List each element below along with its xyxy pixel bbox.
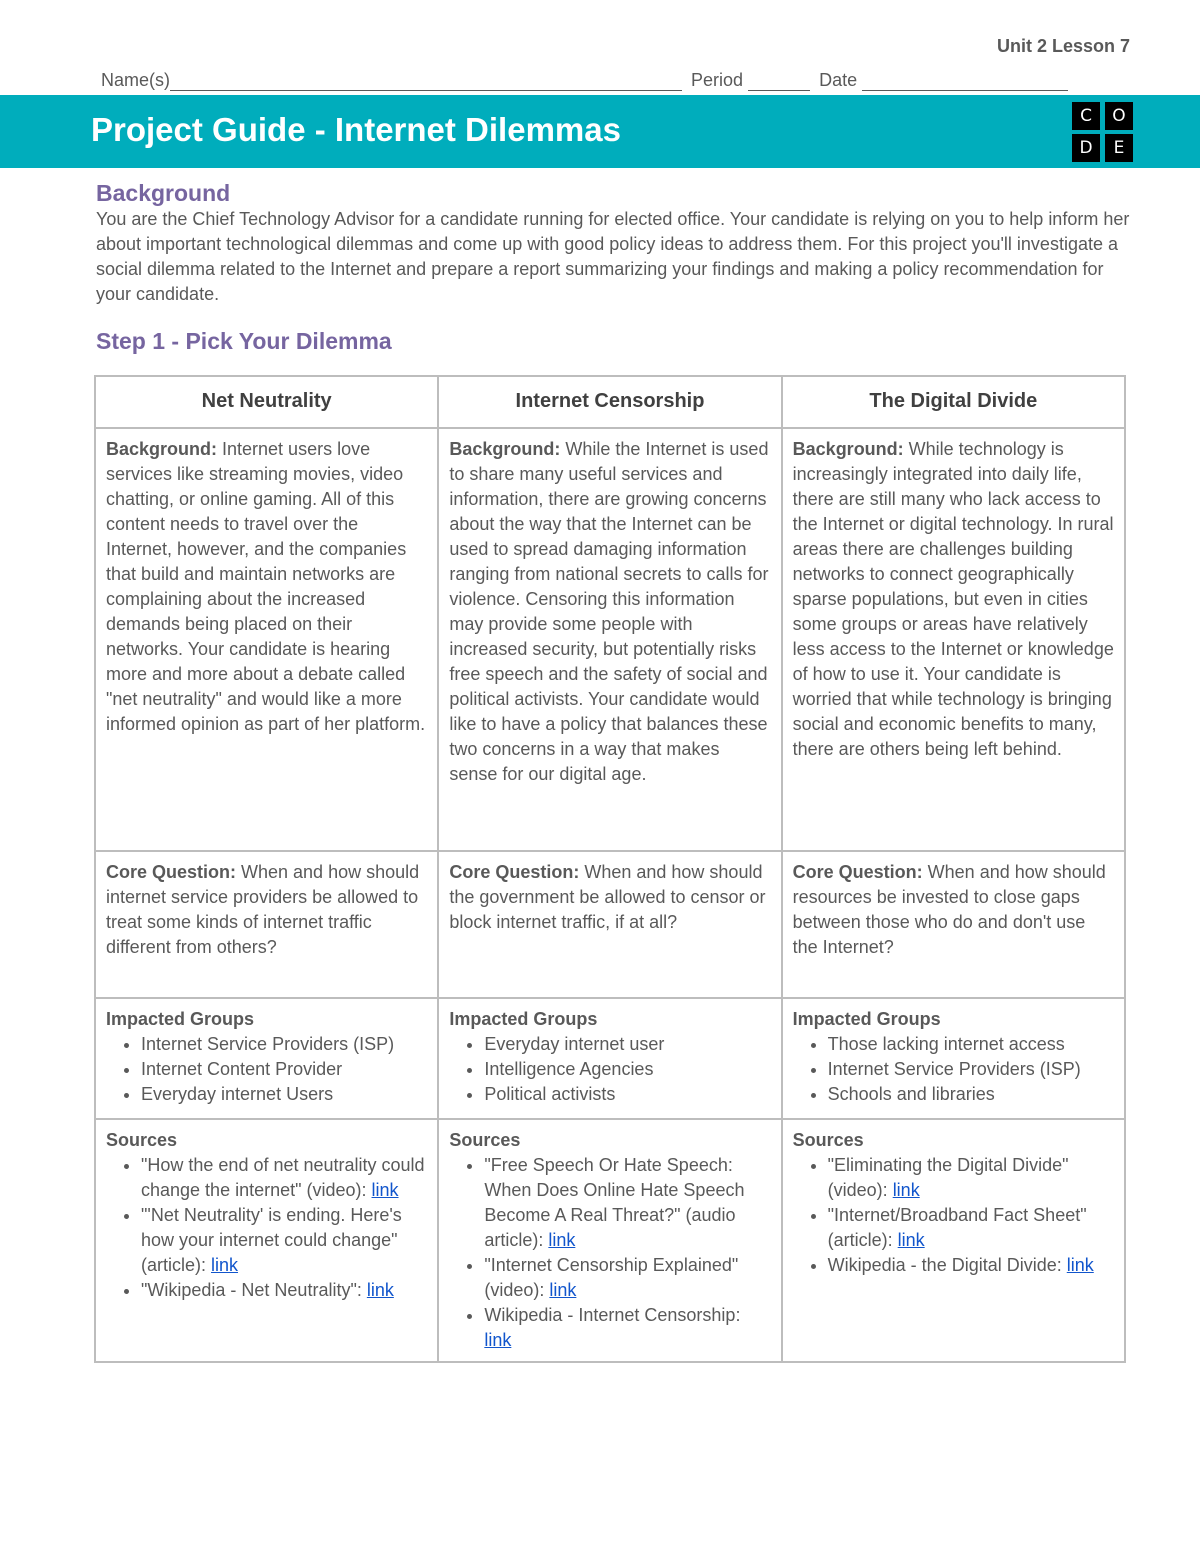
source-text: Wikipedia - the Digital Divide: <box>827 1255 1067 1275</box>
core-question-body: When and how should resources be invested to close gaps between those who do and don't use the Internet? <box>792 862 1106 957</box>
impacted-groups-cell <box>438 998 781 1119</box>
column-header: Internet Censorship <box>438 376 781 428</box>
logo-letter-e: E <box>1105 134 1133 162</box>
background-cell <box>438 428 781 851</box>
date-label: Date <box>819 70 858 90</box>
name-period-date-line <box>101 70 1068 91</box>
impacted-groups-cell <box>95 998 438 1119</box>
source-text: "Internet Censorship Explained" (video): <box>484 1255 739 1300</box>
sources-cell <box>782 1119 1125 1362</box>
impacted-groups-cell <box>782 998 1125 1119</box>
sources-list <box>793 1153 1114 1278</box>
impacted-groups-label: Impacted Groups <box>106 1009 255 1029</box>
list-item: • Schools and libraries <box>828 1082 1114 1107</box>
source-link[interactable]: link <box>366 1280 394 1300</box>
source-link[interactable]: link <box>549 1280 577 1300</box>
impacted-groups-list <box>106 1032 427 1107</box>
list-item <box>141 1153 427 1203</box>
core-question-cell <box>782 851 1125 998</box>
core-question-label: Core Question: <box>106 862 237 882</box>
sources-list <box>449 1153 770 1353</box>
sources-list <box>106 1153 427 1303</box>
source-text: "Free Speech Or Hate Speech: When Does Online Hate Speech Become A Real Threat?" (audio article): <box>484 1155 745 1250</box>
logo-letter-o: O <box>1105 102 1133 130</box>
background-label: Background: <box>449 439 561 459</box>
background-body: While technology is increasingly integrated into daily life, there are still many who lack access to the Internet or digital technology. In rural areas there are challenges building networks to connect geographically sparse populations, but even in cities some groups or areas have relatively less access to the Internet or knowledge of how to use it. Your candidate is worried that while technology is bringing social and economic benefits to many, there are others being left behind. <box>792 439 1114 759</box>
sources-label: Sources <box>449 1130 521 1150</box>
step1-heading: Step 1 - Pick Your Dilemma <box>96 328 392 354</box>
core-question-cell <box>95 851 438 998</box>
logo-letter-c: C <box>1072 102 1100 130</box>
list-item <box>141 1203 427 1278</box>
dilemma-table <box>94 375 1126 1363</box>
source-link[interactable]: link <box>548 1230 576 1250</box>
source-link[interactable]: link <box>371 1180 399 1200</box>
source-link[interactable]: link <box>1066 1255 1094 1275</box>
list-item <box>484 1253 770 1303</box>
impacted-groups-list <box>793 1032 1114 1107</box>
impacted-groups-list <box>449 1032 770 1107</box>
sources-label: Sources <box>792 1130 864 1150</box>
page-title: Project Guide - Internet Dilemmas <box>91 111 621 148</box>
source-text: "'Net Neutrality' is ending. Here's how your internet could change" (article): <box>141 1205 402 1275</box>
background-cell <box>95 428 438 851</box>
impacted-groups-label: Impacted Groups <box>792 1009 941 1029</box>
background-label: Background: <box>792 439 904 459</box>
list-item <box>141 1278 427 1303</box>
title-banner <box>0 95 1200 168</box>
column-header: The Digital Divide <box>782 376 1125 428</box>
list-item: • Internet Content Provider <box>141 1057 427 1082</box>
source-link[interactable]: link <box>897 1230 925 1250</box>
source-text: Wikipedia - Internet Censorship: <box>484 1305 741 1325</box>
list-item <box>828 1153 1114 1203</box>
list-item: • Intelligence Agencies <box>484 1057 770 1082</box>
list-item: • Those lacking internet access <box>828 1032 1114 1057</box>
source-link[interactable]: link <box>892 1180 920 1200</box>
core-question-body: When and how should the government be allowed to censor or block internet traffic, if at all? <box>449 862 766 932</box>
source-text: "Wikipedia - Net Neutrality": <box>141 1280 367 1300</box>
source-link[interactable]: link <box>211 1255 239 1275</box>
period-blank[interactable] <box>748 72 810 91</box>
background-cell <box>782 428 1125 851</box>
list-item: • Internet Service Providers (ISP) <box>828 1057 1114 1082</box>
list-item <box>828 1253 1114 1278</box>
list-item <box>484 1303 770 1353</box>
source-link[interactable]: link <box>484 1330 512 1350</box>
logo-letter-d: D <box>1072 134 1100 162</box>
name-blank[interactable] <box>170 72 682 91</box>
sources-cell <box>95 1119 438 1362</box>
core-question-label: Core Question: <box>792 862 923 882</box>
background-text: You are the Chief Technology Advisor for a candidate running for elected office. Your candidate is relying on you to help inform her about important technological dilemmas and come up with good policy ideas to address them. For this project you'll investigate a social dilemma related to the Internet and prepare a report summarizing your findings and making a policy recommendation for your candidate. <box>96 209 1130 304</box>
list-item: • Internet Service Providers (ISP) <box>141 1032 427 1057</box>
sources-label: Sources <box>106 1130 178 1150</box>
sources-cell <box>438 1119 781 1362</box>
list-item: • Everyday internet user <box>484 1032 770 1057</box>
column-header: Net Neutrality <box>95 376 438 428</box>
core-question-body: When and how should internet service providers be allowed to treat some kinds of internet traffic different from others? <box>106 862 420 957</box>
impacted-groups-label: Impacted Groups <box>449 1009 598 1029</box>
period-label: Period <box>691 70 744 90</box>
core-question-cell <box>438 851 781 998</box>
list-item <box>484 1153 770 1253</box>
code-logo <box>1070 100 1136 164</box>
source-text: "Internet/Broadband Fact Sheet" (article): <box>827 1205 1087 1250</box>
list-item <box>828 1203 1114 1253</box>
source-text: "Eliminating the Digital Divide" (video): <box>827 1155 1069 1200</box>
background-body: While the Internet is used to share many useful services and information, there are growing concerns about the way that the Internet can be used to spread damaging information ranging from national secrets to calls for violence. Censoring this information may provide some people with increased security, but potentially risks free speech and the safety of social and political activists. Your candidate would like to have a policy that balances these two concerns in a way that makes sense for our digital age. <box>449 439 769 784</box>
unit-lesson-label: Unit 2 Lesson 7 <box>996 36 1130 56</box>
date-blank[interactable] <box>862 72 1068 91</box>
source-text: "How the end of net neutrality could change the internet" (video): <box>141 1155 425 1200</box>
name-label: Name(s) <box>101 70 171 90</box>
list-item: • Everyday internet Users <box>141 1082 427 1107</box>
background-body: Internet users love services like streaming movies, video chatting, or online gaming. All of this content needs to travel over the Internet, however, and the companies that build and maintain networks are complaining about the increased demands being placed on their networks. Your candidate is hearing more and more about a debate called "net neutrality" and would like a more informed opinion as part of her platform. <box>106 439 426 734</box>
list-item: • Political activists <box>484 1082 770 1107</box>
background-label: Background: <box>106 439 218 459</box>
core-question-label: Core Question: <box>449 862 580 882</box>
background-heading: Background <box>96 180 231 206</box>
